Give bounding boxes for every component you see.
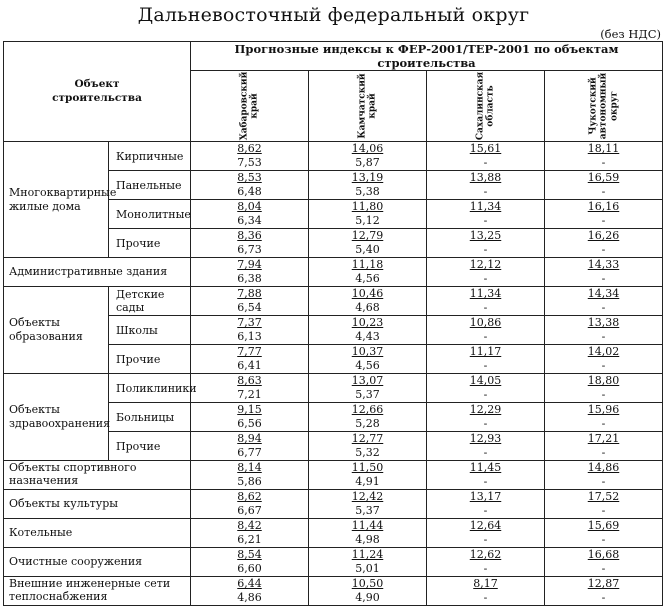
index-with-equipment: 16,26 — [587, 229, 620, 242]
index-cell — [309, 374, 427, 403]
index-cell — [309, 432, 427, 461]
index-smr: 5,86 — [237, 475, 262, 488]
index-smr: 6,41 — [237, 359, 262, 372]
row-label: Административные здания — [4, 258, 191, 287]
index-cell — [427, 287, 545, 316]
index-smr: 6,56 — [237, 417, 262, 430]
index-smr: 6,13 — [237, 330, 262, 343]
index-smr: - — [601, 533, 606, 546]
index-smr: - — [601, 243, 606, 256]
index-cell — [309, 490, 427, 519]
row-label: Панельные — [109, 171, 191, 200]
index-with-equipment: 12,77 — [351, 432, 384, 445]
index-with-equipment: 7,94 — [237, 258, 262, 271]
index-smr: 5,37 — [355, 388, 380, 401]
row-label: Объекты спортивного назначения — [4, 461, 191, 490]
index-smr: 4,43 — [355, 330, 380, 343]
index-with-equipment: 12,62 — [469, 548, 502, 561]
index-smr: - — [601, 591, 606, 604]
index-with-equipment: 8,54 — [237, 548, 262, 561]
index-cell — [309, 316, 427, 345]
index-with-equipment: 14,06 — [351, 142, 384, 155]
index-smr: - — [483, 214, 488, 227]
index-smr: - — [601, 475, 606, 488]
table-row — [4, 374, 663, 403]
index-smr: 4,56 — [355, 272, 380, 285]
index-cell — [309, 258, 427, 287]
row-label: Монолитные — [109, 200, 191, 229]
index-cell — [545, 200, 663, 229]
index-smr: 6,54 — [237, 301, 262, 314]
index-cell — [191, 374, 309, 403]
index-with-equipment: 10,50 — [351, 577, 384, 590]
object-column-header: Объект строительства — [4, 42, 191, 142]
table-row — [4, 287, 663, 316]
row-label: Поликлиники — [109, 374, 191, 403]
index-with-equipment: 13,07 — [351, 374, 384, 387]
index-cell — [309, 548, 427, 577]
index-smr: - — [601, 272, 606, 285]
index-with-equipment: 16,16 — [587, 200, 620, 213]
group-label: Объекты образования — [4, 287, 109, 374]
index-smr: - — [601, 330, 606, 343]
index-smr: 6,48 — [237, 185, 262, 198]
index-cell — [191, 171, 309, 200]
row-label: Котельные — [4, 519, 191, 548]
index-cell — [309, 403, 427, 432]
index-with-equipment: 8,62 — [237, 142, 262, 155]
index-cell — [427, 461, 545, 490]
index-with-equipment: 7,88 — [237, 287, 262, 300]
index-cell — [191, 316, 309, 345]
index-with-equipment: 14,02 — [587, 345, 620, 358]
index-cell — [545, 577, 663, 606]
index-smr: - — [601, 388, 606, 401]
index-with-equipment: 16,68 — [587, 548, 620, 561]
index-smr: 6,60 — [237, 562, 262, 575]
index-smr: - — [601, 417, 606, 430]
index-smr: 6,38 — [237, 272, 262, 285]
index-smr: - — [483, 446, 488, 459]
index-cell — [545, 403, 663, 432]
row-label: Прочие — [109, 345, 191, 374]
index-with-equipment: 11,34 — [469, 287, 502, 300]
index-cell — [309, 287, 427, 316]
index-cell — [309, 461, 427, 490]
index-smr: - — [483, 301, 488, 314]
index-with-equipment: 12,93 — [469, 432, 502, 445]
index-with-equipment: 8,36 — [237, 229, 262, 242]
index-cell — [427, 374, 545, 403]
index-smr: - — [601, 446, 606, 459]
index-smr: - — [601, 562, 606, 575]
index-smr: - — [601, 156, 606, 169]
index-with-equipment: 6,44 — [237, 577, 262, 590]
index-with-equipment: 15,61 — [469, 142, 502, 155]
index-cell — [545, 287, 663, 316]
index-with-equipment: 8,53 — [237, 171, 262, 184]
index-with-equipment: 12,64 — [469, 519, 502, 532]
index-with-equipment: 15,96 — [587, 403, 620, 416]
price-index-table — [3, 41, 663, 606]
table-row — [4, 577, 663, 606]
index-smr: 4,68 — [355, 301, 380, 314]
index-smr: - — [601, 301, 606, 314]
index-with-equipment: 8,62 — [237, 490, 262, 503]
index-cell — [427, 403, 545, 432]
index-smr: 4,90 — [355, 591, 380, 604]
index-cell — [309, 519, 427, 548]
index-cell — [309, 345, 427, 374]
index-with-equipment: 12,12 — [469, 258, 502, 271]
index-with-equipment: 12,42 — [351, 490, 384, 503]
index-cell — [309, 229, 427, 258]
index-with-equipment: 10,46 — [351, 287, 384, 300]
index-with-equipment: 11,80 — [351, 200, 384, 213]
index-cell — [545, 548, 663, 577]
group-label: Многоквартирные жилые дома — [4, 142, 109, 258]
table-row — [4, 142, 663, 171]
table-row — [4, 548, 663, 577]
index-with-equipment: 12,87 — [587, 577, 620, 590]
index-with-equipment: 14,33 — [587, 258, 620, 271]
index-cell — [427, 142, 545, 171]
index-cell — [545, 142, 663, 171]
index-smr: - — [483, 504, 488, 517]
row-label: Прочие — [109, 432, 191, 461]
index-cell — [427, 519, 545, 548]
index-with-equipment: 8,04 — [237, 200, 262, 213]
index-with-equipment: 11,50 — [351, 461, 384, 474]
table-row — [4, 461, 663, 490]
index-cell — [427, 258, 545, 287]
index-with-equipment: 9,15 — [237, 403, 262, 416]
index-with-equipment: 11,34 — [469, 200, 502, 213]
index-smr: 7,21 — [237, 388, 262, 401]
index-smr: - — [483, 388, 488, 401]
row-label: Внешние инженерные сети теплоснабжения — [4, 577, 191, 606]
index-with-equipment: 16,59 — [587, 171, 620, 184]
index-smr: 4,56 — [355, 359, 380, 372]
index-smr: - — [601, 359, 606, 372]
index-with-equipment: 12,79 — [351, 229, 384, 242]
index-smr: 5,32 — [355, 446, 380, 459]
index-smr: - — [483, 359, 488, 372]
index-with-equipment: 7,77 — [237, 345, 262, 358]
index-with-equipment: 8,17 — [473, 577, 498, 590]
index-smr: - — [483, 272, 488, 285]
index-smr: - — [483, 185, 488, 198]
index-smr: 6,34 — [237, 214, 262, 227]
index-smr: 5,28 — [355, 417, 380, 430]
index-with-equipment: 8,42 — [237, 519, 262, 532]
index-cell — [427, 548, 545, 577]
page-title: Дальневосточный федеральный округ — [137, 4, 530, 26]
index-cell — [545, 316, 663, 345]
index-with-equipment: 14,86 — [587, 461, 620, 474]
vat-note: (без НДС) — [600, 27, 661, 41]
index-with-equipment: 14,34 — [587, 287, 620, 300]
index-cell — [545, 171, 663, 200]
index-with-equipment: 11,24 — [351, 548, 384, 561]
index-with-equipment: 11,44 — [351, 519, 384, 532]
index-smr: - — [483, 330, 488, 343]
index-cell — [427, 229, 545, 258]
index-cell — [427, 490, 545, 519]
index-cell — [427, 200, 545, 229]
index-cell — [545, 345, 663, 374]
row-label: Школы — [109, 316, 191, 345]
index-cell — [191, 519, 309, 548]
index-smr: - — [601, 504, 606, 517]
region-header: Сахалинская область — [427, 71, 545, 142]
index-cell — [309, 171, 427, 200]
row-label: Объекты культуры — [4, 490, 191, 519]
index-cell — [309, 577, 427, 606]
index-with-equipment: 7,37 — [237, 316, 262, 329]
index-cell — [191, 490, 309, 519]
table-row — [4, 258, 663, 287]
index-cell — [545, 374, 663, 403]
row-label: Очистные сооружения — [4, 548, 191, 577]
index-smr: 4,86 — [237, 591, 262, 604]
index-cell — [427, 171, 545, 200]
index-smr: 4,91 — [355, 475, 380, 488]
index-cell — [191, 432, 309, 461]
index-with-equipment: 11,18 — [351, 258, 384, 271]
index-with-equipment: 18,11 — [587, 142, 620, 155]
index-smr: - — [601, 214, 606, 227]
table-row — [4, 490, 663, 519]
index-cell — [545, 490, 663, 519]
index-cell — [191, 577, 309, 606]
index-cell — [427, 316, 545, 345]
index-cell — [545, 258, 663, 287]
index-with-equipment: 10,23 — [351, 316, 384, 329]
index-smr: 5,38 — [355, 185, 380, 198]
index-smr: 5,01 — [355, 562, 380, 575]
index-cell — [191, 142, 309, 171]
index-smr: 5,12 — [355, 214, 380, 227]
index-cell — [309, 142, 427, 171]
region-header: Камчатский край — [309, 71, 427, 142]
index-smr: - — [483, 475, 488, 488]
index-with-equipment: 17,52 — [587, 490, 620, 503]
index-with-equipment: 12,66 — [351, 403, 384, 416]
index-smr: 7,53 — [237, 156, 262, 169]
index-cell — [427, 577, 545, 606]
index-cell — [427, 432, 545, 461]
index-with-equipment: 12,29 — [469, 403, 502, 416]
index-cell — [427, 345, 545, 374]
index-with-equipment: 11,17 — [469, 345, 502, 358]
index-cell — [191, 258, 309, 287]
index-with-equipment: 13,17 — [469, 490, 502, 503]
index-smr: 4,98 — [355, 533, 380, 546]
index-with-equipment: 13,38 — [587, 316, 620, 329]
index-cell — [545, 432, 663, 461]
index-with-equipment: 17,21 — [587, 432, 620, 445]
index-with-equipment: 10,86 — [469, 316, 502, 329]
index-smr: - — [483, 562, 488, 575]
table-row — [4, 519, 663, 548]
region-header: Чукотский автономный округ — [545, 71, 663, 142]
index-smr: - — [483, 243, 488, 256]
index-cell — [309, 200, 427, 229]
index-smr: - — [483, 591, 488, 604]
index-with-equipment: 14,05 — [469, 374, 502, 387]
row-label: Детские сады — [109, 287, 191, 316]
index-smr: 6,67 — [237, 504, 262, 517]
index-with-equipment: 15,69 — [587, 519, 620, 532]
index-cell — [191, 200, 309, 229]
index-smr: 6,77 — [237, 446, 262, 459]
index-cell — [191, 229, 309, 258]
index-with-equipment: 8,94 — [237, 432, 262, 445]
index-smr: 5,40 — [355, 243, 380, 256]
index-cell — [191, 548, 309, 577]
group-label: Объекты здравоохранения — [4, 374, 109, 461]
index-smr: - — [483, 417, 488, 430]
index-cell — [545, 519, 663, 548]
index-cell — [545, 229, 663, 258]
index-with-equipment: 18,80 — [587, 374, 620, 387]
index-with-equipment: 8,63 — [237, 374, 262, 387]
index-smr: 6,21 — [237, 533, 262, 546]
index-with-equipment: 13,19 — [351, 171, 384, 184]
index-with-equipment: 13,88 — [469, 171, 502, 184]
row-label: Кирпичные — [109, 142, 191, 171]
row-label: Прочие — [109, 229, 191, 258]
forecast-header: Прогнозные индексы к ФЕР-2001/ТЕР-2001 по объектам строительства — [191, 42, 663, 71]
index-with-equipment: 8,14 — [237, 461, 262, 474]
index-smr: - — [601, 185, 606, 198]
index-smr: - — [483, 533, 488, 546]
index-with-equipment: 10,37 — [351, 345, 384, 358]
index-cell — [191, 461, 309, 490]
index-with-equipment: 11,45 — [469, 461, 502, 474]
index-cell — [191, 345, 309, 374]
index-smr: 6,73 — [237, 243, 262, 256]
index-with-equipment: 13,25 — [469, 229, 502, 242]
row-label: Больницы — [109, 403, 191, 432]
index-smr: 5,37 — [355, 504, 380, 517]
index-cell — [191, 403, 309, 432]
index-smr: 5,87 — [355, 156, 380, 169]
region-header: Хабаровский край — [191, 71, 309, 142]
index-cell — [191, 287, 309, 316]
index-cell — [545, 461, 663, 490]
index-smr: - — [483, 156, 488, 169]
